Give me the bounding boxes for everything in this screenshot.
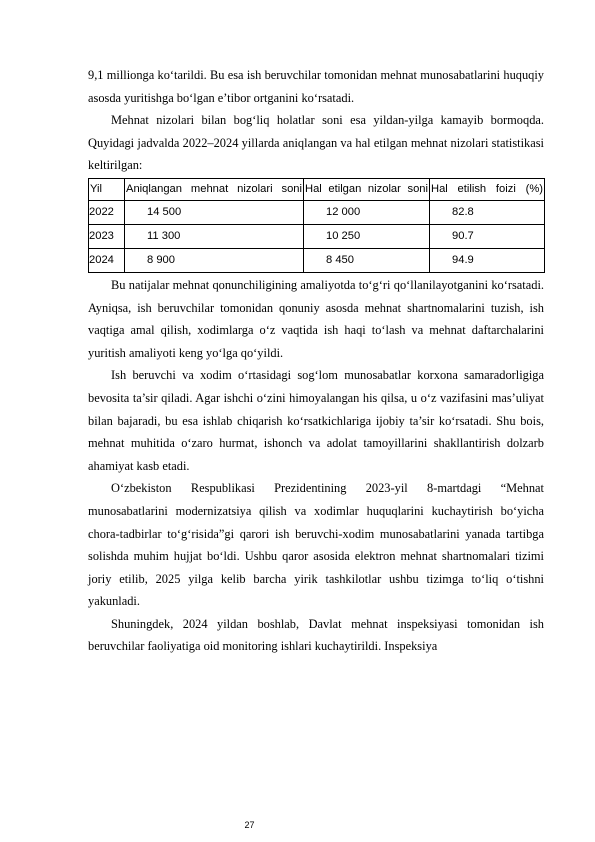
cell-detected: 11 300	[125, 224, 304, 248]
page-number-text: 27	[244, 820, 255, 830]
cell-percent: 94.9	[430, 248, 545, 272]
paragraph-3: Bu natijalar mehnat qonunchiligining amaliyotda to‘g‘ri qo‘llanilayotganini ko‘rsatadi. Ayniqsa, ish beruvchilar tomonidan qonuniy asosda mehnat shartnomalarini tuzish, ish vaqtiga amal qilish, xodimlarga o‘z vaqtida ish haqi to‘lash va mehnat daftarchalarini yuritish amaliyoti keng yo‘lga qo‘yildi.	[88, 277, 544, 360]
cell-year: 2023	[89, 224, 125, 248]
cell-year: 2024	[89, 248, 125, 272]
cell-detected: 8 900	[125, 248, 304, 272]
cell-percent: 82.8	[430, 200, 545, 224]
page-number	[0, 820, 595, 830]
labor-disputes-table	[88, 178, 545, 273]
cell-resolved: 10 250	[304, 224, 430, 248]
table-row	[89, 248, 545, 272]
cell-percent: 90.7	[430, 224, 545, 248]
cell-resolved: 12 000	[304, 200, 430, 224]
cell-detected: 14 500	[125, 200, 304, 224]
table-header-row	[89, 178, 545, 200]
header-year: Yil	[89, 178, 125, 200]
table-row	[89, 224, 545, 248]
header-resolved: Hal etilgan nizolar soni	[304, 178, 430, 200]
table-row	[89, 200, 545, 224]
cell-year: 2022	[89, 200, 125, 224]
cell-resolved: 8 450	[304, 248, 430, 272]
paragraph-1: 9,1 millionga ko‘tarildi. Bu esa ish beruvchilar tomonidan mehnat munosabatlarini huquqiy asosda yuritishga bo‘lgan e’tibor ortganini ko‘rsatadi.	[88, 68, 544, 105]
paragraph-4: Ish beruvchi va xodim o‘rtasidagi sog‘lom munosabatlar korxona samaradorligiga bevosita ta’sir qiladi. Agar ishchi o‘zini himoyalangan his qilsa, u o‘z vazifasini mas’uliyat bilan bajaradi, bu esa ishlab chiqarish ko‘rsatkichlariga ijobiy ta’sir ko‘rsatadi. Shu bois, mehnat muhitida o‘zaro hurmat, ishonch va adolat tamoyillarini shakllantirish dolzarb ahamiyat kasb etadi.	[88, 368, 544, 473]
header-percent: Hal etilish foizi (%)	[430, 178, 545, 200]
paragraph-5: O‘zbekiston Respublikasi Prezidentining 2023-yil 8-martdagi “Mehnat munosabatlarini modernizatsiya qilish va xodimlar huquqlarini kuchaytirish bo‘yicha chora-tadbirlar to‘g‘risida”gi qarori ish beruvchi-xodim munosabatlarini yanada tartibga solishda muhim hujjat bo‘ldi. Ushbu qaror asosida elektron mehnat shartnomalari tizimi joriy etilib, 2025 yilga kelib barcha yirik tashkilotlar ushbu tizimga to‘liq o‘tishni yakunladi.	[88, 481, 544, 609]
document-page	[88, 64, 544, 658]
paragraph-2: Mehnat nizolari bilan bog‘liq holatlar soni esa yildan-yilga kamayib bormoqda. Quyidagi jadvalda 2022–2024 yillarda aniqlangan va hal etilgan mehnat nizolari statistikasi keltirilgan:	[88, 113, 544, 173]
paragraph-6: Shuningdek, 2024 yildan boshlab, Davlat mehnat inspeksiyasi tomonidan ish beruvchilar faoliyatiga oid monitoring ishlari kuchaytirildi. Inspeksiya	[88, 616, 544, 654]
header-detected: Aniqlangan mehnat nizolari soni	[125, 178, 304, 200]
